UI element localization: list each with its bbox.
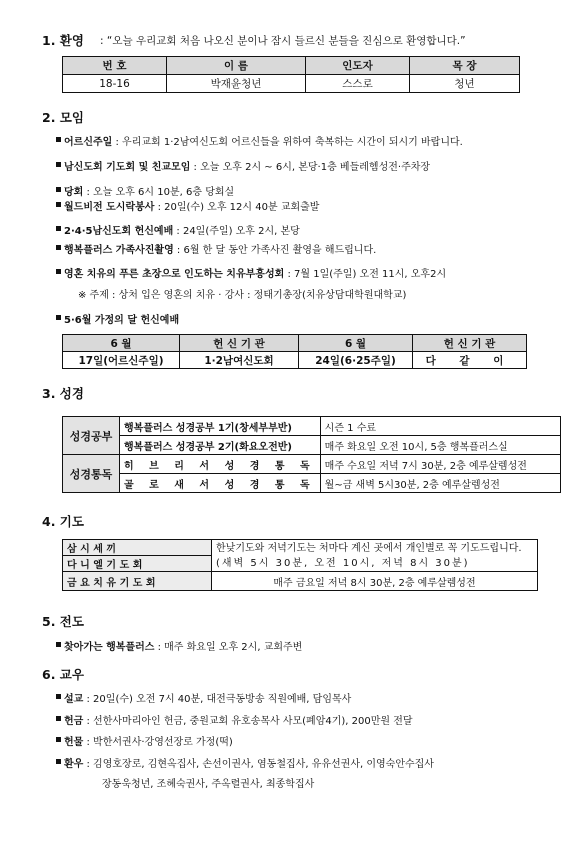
bible-name: 행복플러스 성경공부 2기(화요오전반) [120,436,321,455]
welcome-line [100,33,466,48]
bible-desc: 매주 화요일 오전 10시, 5층 행복플러스실 [320,436,560,455]
list-item: 영혼 치유의 푸른 초장으로 인도하는 치유부흥성회 : 7월 1일(주일) 오전 11시, 오후2시 [64,269,447,280]
dedication-label: 5·6월 가정의 달 헌신예배 [64,315,180,326]
bible-desc: 월~금 새벽 5시30분, 2층 예루살렘성전 [320,474,560,493]
th-month2: 6 월 [299,335,413,352]
welcome-quote: “오늘 우리교회 처음 나오신 분이나 잠시 들르신 분들을 진심으로 환영합니다.” [106,35,466,47]
th-number: 번 호 [63,57,167,75]
bullet-icon [56,694,61,699]
td-org1: 1·2남여신도회 [180,352,299,369]
section-3-heading: 3. 성경 [42,386,84,401]
evangelism-item: 찾아가는 행복플러스 : 매주 화요일 오후 2시, 교회주변 [64,642,303,653]
bullet-icon [56,642,61,647]
bible-table [62,416,561,493]
list-item: 설교 : 20일(수) 오전 7시 40분, 대전극동방송 직원예배, 담임목사 [64,694,352,705]
td-date1: 17일(어르신주일) [63,352,180,369]
bible-desc: 매주 수요일 저녁 7시 30분, 2층 예루살렘성전 [320,455,560,474]
bullet-icon [56,162,61,167]
th-month1: 6 월 [63,335,180,352]
cat-study: 성경공부 [63,417,120,455]
table-row [63,572,538,591]
section-1-title [42,31,84,49]
td-name: 박재윤청년 [167,75,306,93]
prayer-desc: 매주 금요일 저녁 8시 30분, 2층 예루살렘성전 [212,572,538,591]
list-item: 헌금 : 선한사마리아인 헌금, 중원교회 유호송목사 사모(폐암4기), 200만원 전달 [64,716,413,727]
prayer-name: 삼 시 세 끼 [63,540,212,556]
bible-desc: 시즌 1 수료 [320,417,560,436]
table-row [63,75,520,93]
section-4-heading: 4. 기도 [42,514,84,529]
bullet-icon [56,226,61,231]
list-item: 헌물 : 박한서권사·강영선장로 가정(떡) [64,737,233,748]
list-item: 남신도회 기도회 및 친교모임 : 오늘 오후 2시 ~ 6시, 본당·1층 베들레헴성전·주차장 [64,162,431,173]
th-org2: 헌 신 기 관 [413,335,527,352]
newcomer-table [62,56,520,93]
section-2-heading: 2. 모임 [42,110,84,125]
td-number: 18-16 [63,75,167,93]
section-6-title [42,665,84,683]
list-item: 월드비전 도시락봉사 : 20일(수) 오후 12시 40분 교회출발 [64,202,320,213]
bullet-icon [56,137,61,142]
bullet-icon [56,716,61,721]
bullet-icon [56,245,61,250]
td-guide: 스스로 [306,75,410,93]
bullet-icon [56,269,61,274]
bible-name: 행복플러스 성경공부 1기(창세부부반) [120,417,321,436]
prayer-name: 다 니 엘 기 도 회 [63,556,212,572]
td-group: 청년 [410,75,520,93]
table-row [63,417,561,436]
bullet-icon [56,187,61,192]
list-item: 행복플러스 가족사진촬영 : 6월 한 달 동안 가족사진 촬영을 해드립니다. [64,245,377,256]
section-6-heading: 6. 교우 [42,667,84,682]
section-1-heading: 1. 환영 [42,33,84,48]
section-4-title [42,512,84,530]
prayer-desc-line2: (새벽 5시 30분, 오전 10시, 저녁 8시 30분) [216,557,470,569]
prayer-desc-line1: 한낮기도와 저녁기도는 처마다 계신 곳에서 개인별로 꼭 기도드립니다. [216,542,522,554]
th-group: 목 장 [410,57,520,75]
th-guide: 인도자 [306,57,410,75]
bullet-icon [56,315,61,320]
welcome-sep: : [100,35,104,47]
bullet-icon [56,202,61,207]
table-row [63,540,538,556]
table-row [63,474,561,493]
sermon-note: ※ 주제 : 상처 입은 영혼의 치유 · 강사 : 정태기총장(치유상담대학원대학교) [78,290,407,301]
bullet-icon [56,759,61,764]
td-date2: 24일(6·25주일) [299,352,413,369]
bullet-icon [56,737,61,742]
td-org2: 다 같 이 [413,352,527,369]
th-name: 이 름 [167,57,306,75]
bible-name: 히 브 리 서 성 경 통 독 [120,455,321,474]
section-5-title [42,612,84,630]
list-item: 어르신주일 : 우리교회 1·2남여신도회 어르신들을 위하여 축복하는 시간이 되시기 바랍니다. [64,137,463,148]
th-org1: 헌 신 기 관 [180,335,299,352]
list-item: 2·4·5남신도회 헌신예배 : 24일(주일) 오후 2시, 본당 [64,226,300,237]
list-item: 환우 : 김영호장로, 김현옥집사, 손선이권사, 염동철집사, 유유선권사, 이영숙안수집사 [64,759,434,770]
bible-name: 골 로 새 서 성 경 통 독 [120,474,321,493]
table-row [63,352,527,369]
table-row [63,436,561,455]
dedication-table [62,334,527,369]
prayer-desc [212,540,538,572]
patients-continued: 장동욱청년, 조혜숙권사, 주옥렬권사, 최종학집사 [102,779,315,790]
section-5-heading: 5. 전도 [42,614,84,629]
list-item: 당회 : 오늘 오후 6시 10분, 6층 당회실 [64,187,235,198]
cat-reading: 성경통독 [63,455,120,493]
section-3-title [42,384,84,402]
prayer-table [62,539,538,591]
prayer-name: 금 요 치 유 기 도 회 [63,572,212,591]
section-2-title [42,108,84,126]
table-row [63,455,561,474]
